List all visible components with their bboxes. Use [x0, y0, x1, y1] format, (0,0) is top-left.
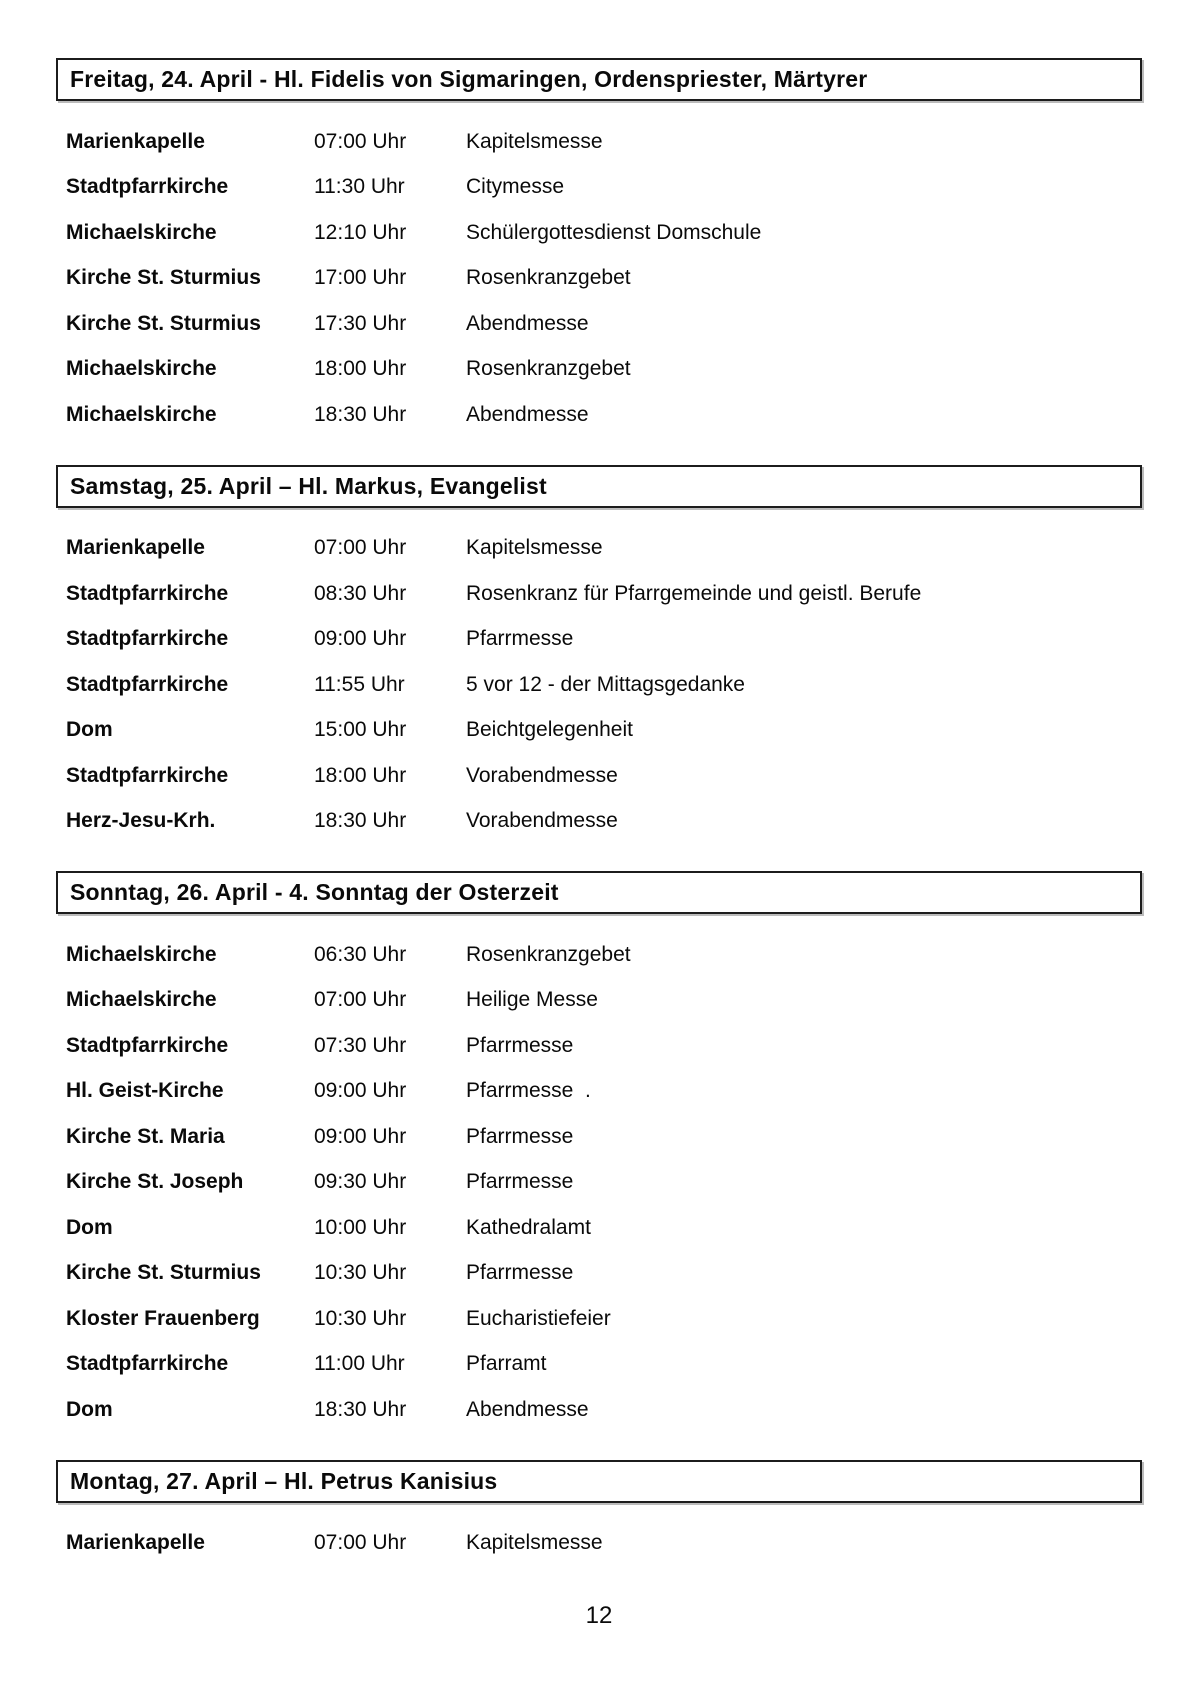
service-cell: 5 vor 12 - der Mittagsgedanke — [466, 672, 745, 696]
time-cell: 18:30 Uhr — [314, 1397, 407, 1421]
service-cell: Pfarrmesse — [466, 1033, 574, 1057]
schedule-row — [66, 1387, 1142, 1433]
schedule-row — [66, 1521, 1142, 1567]
day-section — [56, 465, 1142, 845]
schedule-row — [66, 256, 1142, 302]
schedule-row — [66, 347, 1142, 393]
service-cell: Beichtgelegenheit — [466, 718, 633, 742]
service-cell: Kathedralamt — [466, 1215, 591, 1239]
time-cell: 10:00 Uhr — [314, 1215, 407, 1239]
service-cell: Abendmesse — [466, 1397, 589, 1421]
day-section — [56, 871, 1142, 1433]
schedule-row — [66, 165, 1142, 211]
day-title: Samstag, 25. April – Hl. Markus, Evangelist — [70, 472, 547, 499]
schedule-row — [66, 799, 1142, 845]
service-cell: Vorabendmesse — [466, 763, 618, 787]
service-cell: Schülergottesdienst Domschule — [466, 220, 762, 244]
time-cell: 07:00 Uhr — [314, 536, 407, 560]
schedule-row — [66, 662, 1142, 708]
location-cell: Dom — [66, 718, 113, 742]
time-cell: 18:00 Uhr — [314, 763, 407, 787]
service-cell: Pfarrmesse — [466, 1170, 574, 1194]
schedule-row — [66, 932, 1142, 978]
service-cell: Kapitelsmesse — [466, 129, 603, 153]
schedule-row — [66, 526, 1142, 572]
time-cell: 17:30 Uhr — [314, 311, 407, 335]
time-cell: 07:00 Uhr — [314, 129, 407, 153]
schedule-row — [66, 1251, 1142, 1297]
location-cell: Marienkapelle — [66, 536, 205, 560]
time-cell: 07:00 Uhr — [314, 988, 407, 1012]
service-cell: Pfarrmesse — [466, 1124, 574, 1148]
day-section — [56, 1460, 1142, 1567]
location-cell: Michaelskirche — [66, 942, 217, 966]
location-cell: Stadtpfarrkirche — [66, 672, 229, 696]
location-cell: Marienkapelle — [66, 129, 205, 153]
service-cell: Kapitelsmesse — [466, 536, 603, 560]
schedule-row — [66, 1296, 1142, 1342]
time-cell: 11:00 Uhr — [314, 1352, 405, 1376]
location-cell: Kirche St. Sturmius — [66, 1261, 261, 1285]
schedule-row — [66, 978, 1142, 1024]
day-rows — [66, 932, 1142, 1433]
day-header — [56, 1460, 1142, 1503]
location-cell: Stadtpfarrkirche — [66, 763, 229, 787]
service-cell: Citymesse — [466, 175, 565, 199]
service-cell: Pfarrmesse — [466, 1261, 574, 1285]
location-cell: Hl. Geist-Kirche — [66, 1079, 224, 1103]
schedule-row — [66, 1342, 1142, 1388]
time-cell: 09:00 Uhr — [314, 1124, 407, 1148]
location-cell: Stadtpfarrkirche — [66, 175, 229, 199]
schedule-row — [66, 1069, 1142, 1115]
schedule-row — [66, 210, 1142, 256]
service-cell: Pfarrmesse — [466, 627, 574, 651]
location-cell: Marienkapelle — [66, 1531, 205, 1555]
time-cell: 09:00 Uhr — [314, 1079, 407, 1103]
schedule-row — [66, 571, 1142, 617]
service-cell: Pfarrmesse . — [466, 1079, 591, 1103]
schedule-row — [66, 301, 1142, 347]
location-cell: Kirche St. Joseph — [66, 1170, 244, 1194]
day-rows — [66, 526, 1142, 845]
day-header — [56, 871, 1142, 914]
location-cell: Stadtpfarrkirche — [66, 1033, 229, 1057]
time-cell: 06:30 Uhr — [314, 942, 407, 966]
time-cell: 09:30 Uhr — [314, 1170, 407, 1194]
day-title: Freitag, 24. April - Hl. Fidelis von Sigmaringen, Ordenspriester, Märtyrer — [70, 66, 868, 92]
time-cell: 08:30 Uhr — [314, 581, 407, 605]
location-cell: Stadtpfarrkirche — [66, 627, 229, 651]
service-cell: Pfarramt — [466, 1352, 547, 1376]
service-cell: Vorabendmesse — [466, 809, 618, 833]
location-cell: Stadtpfarrkirche — [66, 581, 229, 605]
time-cell: 10:30 Uhr — [314, 1261, 407, 1285]
time-cell: 18:30 Uhr — [314, 809, 407, 833]
schedule-row — [66, 617, 1142, 663]
page-number: 12 — [585, 1602, 613, 1629]
mass-schedule — [56, 58, 1142, 1566]
location-cell: Dom — [66, 1397, 113, 1421]
location-cell: Kirche St. Maria — [66, 1124, 225, 1148]
location-cell: Michaelskirche — [66, 220, 217, 244]
service-cell: Heilige Messe — [466, 988, 598, 1012]
service-cell: Kapitelsmesse — [466, 1531, 603, 1555]
location-cell: Kirche St. Sturmius — [66, 311, 261, 335]
day-header — [56, 465, 1142, 508]
service-cell: Rosenkranzgebet — [466, 266, 631, 290]
time-cell: 12:10 Uhr — [314, 220, 407, 244]
service-cell: Abendmesse — [466, 311, 589, 335]
time-cell: 09:00 Uhr — [314, 627, 407, 651]
service-cell: Eucharistiefeier — [466, 1306, 611, 1330]
time-cell: 07:30 Uhr — [314, 1033, 407, 1057]
time-cell: 17:00 Uhr — [314, 266, 407, 290]
schedule-row — [66, 119, 1142, 165]
day-rows — [66, 119, 1142, 438]
day-title: Montag, 27. April – Hl. Petrus Kanisius — [70, 1467, 498, 1494]
time-cell: 11:55 Uhr — [314, 672, 405, 696]
day-rows — [66, 1521, 1142, 1567]
location-cell: Stadtpfarrkirche — [66, 1352, 229, 1376]
service-cell: Abendmesse — [466, 402, 589, 426]
day-header — [56, 58, 1142, 101]
location-cell: Michaelskirche — [66, 357, 217, 381]
service-cell: Rosenkranz für Pfarrgemeinde und geistl. Berufe — [466, 581, 922, 605]
time-cell: 15:00 Uhr — [314, 718, 407, 742]
time-cell: 18:30 Uhr — [314, 402, 407, 426]
schedule-row — [66, 1205, 1142, 1251]
location-cell: Michaelskirche — [66, 988, 217, 1012]
schedule-row — [66, 708, 1142, 754]
time-cell: 07:00 Uhr — [314, 1531, 407, 1555]
location-cell: Kirche St. Sturmius — [66, 266, 261, 290]
location-cell: Herz-Jesu-Krh. — [66, 809, 216, 833]
schedule-row — [66, 1160, 1142, 1206]
location-cell: Michaelskirche — [66, 402, 217, 426]
service-cell: Rosenkranzgebet — [466, 357, 631, 381]
time-cell: 10:30 Uhr — [314, 1306, 407, 1330]
schedule-row — [66, 753, 1142, 799]
day-title: Sonntag, 26. April - 4. Sonntag der Osterzeit — [70, 879, 559, 905]
service-cell: Rosenkranzgebet — [466, 942, 631, 966]
location-cell: Kloster Frauenberg — [66, 1306, 260, 1330]
time-cell: 18:00 Uhr — [314, 357, 407, 381]
schedule-row — [66, 1023, 1142, 1069]
schedule-row — [66, 1114, 1142, 1160]
schedule-row — [66, 392, 1142, 438]
location-cell: Dom — [66, 1215, 113, 1239]
time-cell: 11:30 Uhr — [314, 175, 405, 199]
day-section — [56, 58, 1142, 438]
